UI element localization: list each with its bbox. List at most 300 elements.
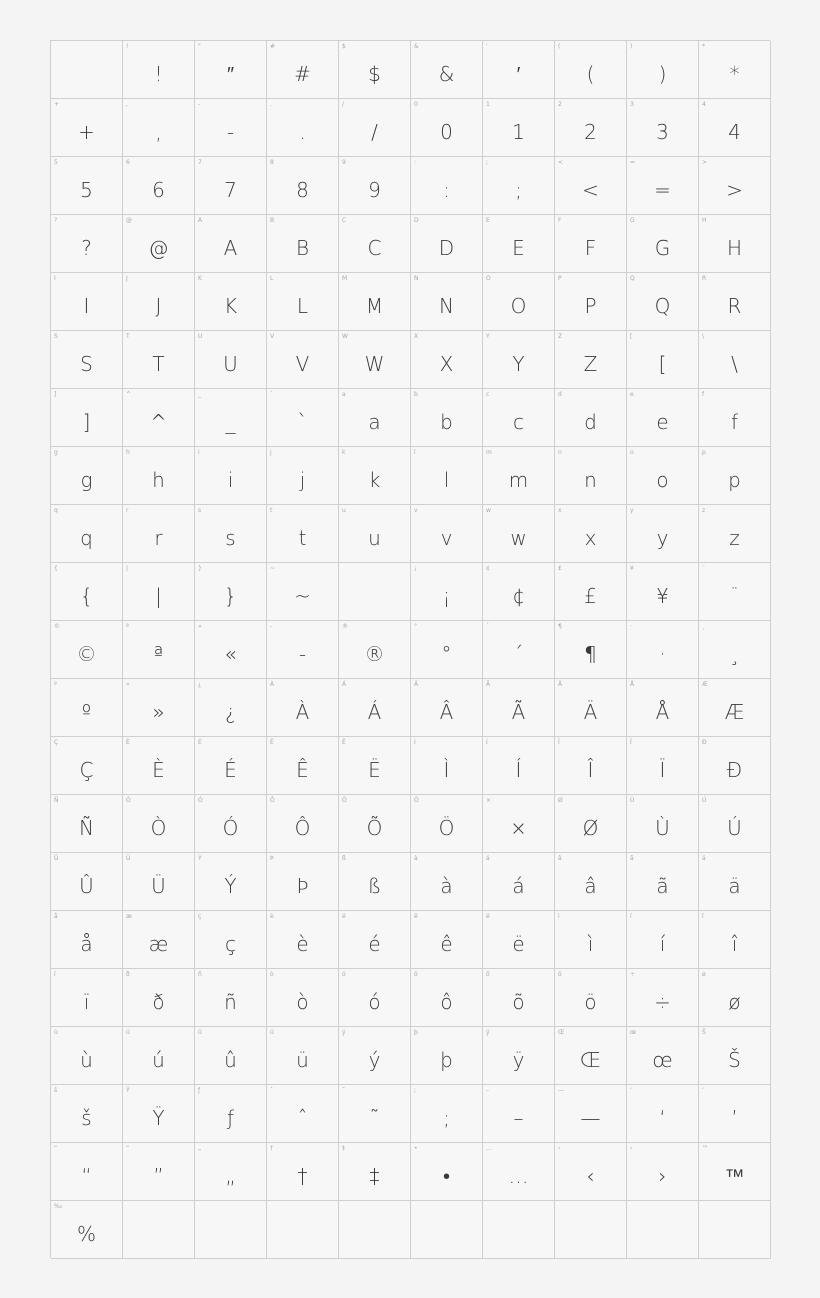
glyph-cell <box>627 273 699 331</box>
glyph-sample: X <box>439 352 454 376</box>
glyph-cell <box>411 679 483 737</box>
glyph-cell <box>123 563 195 621</box>
glyph-cell <box>699 273 771 331</box>
glyph-code-label: J <box>126 275 128 282</box>
glyph-sample: \ <box>731 352 738 376</box>
glyph-code-label: - <box>270 623 273 630</box>
glyph-code-label: „ <box>198 1145 202 1152</box>
glyph-sample: m <box>508 468 529 492</box>
glyph-cell <box>483 853 555 911</box>
glyph-cell <box>483 1027 555 1085</box>
glyph-code-label: K <box>198 275 202 282</box>
glyph-cell <box>195 273 267 331</box>
glyph-cell <box>123 331 195 389</box>
glyph-code-label: f <box>702 391 705 398</box>
glyph-sample: 8 <box>296 178 309 202</box>
glyph-code-label: ‘ <box>630 1087 632 1094</box>
glyph-cell <box>339 41 411 99</box>
glyph-cell <box>267 563 339 621</box>
glyph-sample: > <box>726 178 743 202</box>
glyph-code-label: æ <box>126 913 132 920</box>
glyph-cell <box>627 1027 699 1085</box>
glyph-cell <box>267 1143 339 1201</box>
glyph-sample: b <box>440 410 453 434</box>
glyph-code-label: 7 <box>198 159 202 166</box>
glyph-code-label: ™ <box>702 1145 708 1152</box>
glyph-code-label: Þ <box>270 855 274 862</box>
glyph-code-label: ù <box>54 1029 58 1036</box>
glyph-sample: ô <box>440 990 453 1014</box>
glyph-cell <box>699 1143 771 1201</box>
glyph-sample: ¡ <box>442 584 451 608</box>
glyph-sample: ð <box>152 990 165 1014</box>
glyph-sample: + <box>78 120 95 144</box>
glyph-code-label: _ <box>198 391 201 398</box>
glyph-sample: B <box>295 236 310 260</box>
glyph-sample: Ì <box>443 758 450 782</box>
glyph-code-label: ÷ <box>630 971 636 978</box>
glyph-sample: Æ <box>724 700 745 724</box>
glyph-code-label: V <box>270 333 275 340</box>
glyph-sample: E <box>512 236 525 260</box>
glyph-cell <box>195 969 267 1027</box>
glyph-code-label: Î <box>558 739 560 746</box>
glyph-code-label: 9 <box>342 159 346 166</box>
glyph-code-label: À <box>270 681 275 688</box>
glyph-sample: ! <box>154 62 163 86</box>
glyph-cell <box>627 157 699 215</box>
glyph-sample: V <box>295 352 310 376</box>
glyph-cell <box>627 969 699 1027</box>
glyph-cell <box>339 273 411 331</box>
glyph-code-label: ^ <box>126 391 132 398</box>
glyph-sample: è <box>296 932 309 956</box>
glyph-cell <box>195 1201 267 1259</box>
glyph-code-label: W <box>342 333 348 340</box>
glyph-cell <box>483 621 555 679</box>
glyph-code-label: v <box>414 507 418 514</box>
glyph-code-label: , <box>126 101 128 108</box>
glyph-sample: ï <box>83 990 90 1014</box>
glyph-code-label: h <box>126 449 130 456</box>
glyph-sample: ’ <box>731 1106 738 1130</box>
glyph-cell <box>267 505 339 563</box>
glyph-code-label: - <box>198 101 201 108</box>
glyph-sample: 0 <box>440 120 453 144</box>
glyph-cell <box>339 563 411 621</box>
glyph-cell <box>339 1085 411 1143</box>
glyph-cell <box>411 853 483 911</box>
glyph-cell <box>555 273 627 331</box>
glyph-cell <box>339 389 411 447</box>
glyph-sample: ″ <box>226 62 235 86</box>
glyph-code-label: j <box>270 449 272 456</box>
glyph-code-label: “ <box>54 1145 58 1152</box>
glyph-sample: » <box>152 700 165 724</box>
glyph-cell <box>51 911 123 969</box>
glyph-cell <box>195 563 267 621</box>
glyph-sample: À <box>295 700 310 724</box>
glyph-code-label: á <box>486 855 490 862</box>
glyph-cell <box>555 911 627 969</box>
glyph-cell <box>411 99 483 157</box>
glyph-code-label: ë <box>486 913 490 920</box>
glyph-cell <box>699 563 771 621</box>
glyph-code-label: C <box>342 217 347 224</box>
glyph-sample: 2 <box>584 120 597 144</box>
glyph-sample: L <box>296 294 309 318</box>
glyph-cell <box>51 795 123 853</box>
glyph-sample: q <box>80 526 93 550</box>
glyph-sample: Ù <box>655 816 670 840</box>
glyph-sample: ñ <box>224 990 237 1014</box>
glyph-cell <box>483 447 555 505</box>
glyph-sample: Y <box>512 352 525 376</box>
glyph-sample: £ <box>584 584 597 608</box>
glyph-sample: Œ <box>579 1048 602 1072</box>
glyph-code-label: 3 <box>630 101 634 108</box>
glyph-sample: õ <box>512 990 525 1014</box>
glyph-cell <box>411 273 483 331</box>
glyph-cell <box>483 737 555 795</box>
glyph-code-label: l <box>414 449 416 456</box>
glyph-sample: ý <box>368 1048 381 1072</box>
glyph-code-label: S <box>54 333 58 340</box>
glyph-sample: 5 <box>80 178 93 202</box>
glyph-cell <box>339 157 411 215</box>
glyph-code-label: ` <box>270 391 273 398</box>
glyph-sample: [ <box>658 352 667 376</box>
glyph-cell <box>411 969 483 1027</box>
glyph-cell <box>195 795 267 853</box>
glyph-cell <box>483 99 555 157</box>
glyph-sample: A <box>223 236 238 260</box>
glyph-sample: d <box>584 410 597 434</box>
glyph-code-label: E <box>486 217 490 224</box>
glyph-sample: ¿ <box>225 700 236 724</box>
glyph-code-label: Ñ <box>54 797 59 804</box>
glyph-code-label: g <box>54 449 58 456</box>
glyph-sample: r <box>154 526 163 550</box>
glyph-cell <box>339 911 411 969</box>
glyph-cell <box>627 679 699 737</box>
glyph-sample: å <box>80 932 93 956</box>
glyph-sample: È <box>152 758 165 782</box>
glyph-cell <box>699 795 771 853</box>
glyph-code-label: Ê <box>270 739 274 746</box>
glyph-code-label: } <box>198 565 202 572</box>
glyph-cell <box>51 215 123 273</box>
glyph-sample: É <box>224 758 237 782</box>
glyph-sample: á <box>512 874 525 898</box>
glyph-cell <box>123 679 195 737</box>
glyph-cell <box>51 505 123 563</box>
glyph-cell <box>195 215 267 273</box>
glyph-code-label: Å <box>630 681 635 688</box>
glyph-cell <box>123 853 195 911</box>
glyph-code-label: : <box>414 159 417 166</box>
glyph-sample: ` <box>297 410 308 434</box>
glyph-sample: v <box>440 526 453 550</box>
glyph-cell <box>699 389 771 447</box>
glyph-code-label: ˆ <box>270 1087 273 1094</box>
glyph-sample: Ø <box>582 816 599 840</box>
glyph-cell <box>411 911 483 969</box>
glyph-cell <box>267 795 339 853</box>
glyph-cell <box>411 1027 483 1085</box>
glyph-code-label: » <box>126 681 130 688</box>
glyph-cell <box>51 389 123 447</box>
glyph-sample: T <box>152 352 165 376</box>
glyph-code-label: ; <box>414 1087 417 1094</box>
glyph-code-label: ” <box>126 1145 130 1152</box>
glyph-code-label: Ø <box>558 797 563 804</box>
glyph-code-label: … <box>486 1145 492 1152</box>
glyph-cell <box>411 1201 483 1259</box>
glyph-code-label: A <box>198 217 203 224</box>
glyph-sample: ç <box>225 932 236 956</box>
glyph-sample: e <box>656 410 669 434</box>
glyph-cell <box>555 621 627 679</box>
glyph-cell <box>627 1143 699 1201</box>
glyph-code-label: X <box>414 333 419 340</box>
glyph-cell <box>267 273 339 331</box>
glyph-sample: ü <box>296 1048 309 1072</box>
glyph-cell <box>339 969 411 1027</box>
glyph-sample: s <box>225 526 236 550</box>
glyph-cell <box>483 1143 555 1201</box>
glyph-cell <box>123 1085 195 1143</box>
glyph-sample: ^ <box>150 410 167 434</box>
glyph-sample: ¶ <box>584 642 597 666</box>
glyph-sample: _ <box>225 410 236 434</box>
glyph-sample: ù <box>80 1048 93 1072</box>
glyph-cell <box>483 795 555 853</box>
glyph-code-label: Ï <box>630 739 632 746</box>
glyph-cell <box>339 853 411 911</box>
glyph-sample: š <box>81 1106 92 1130</box>
glyph-code-label: x <box>558 507 562 514</box>
glyph-cell <box>411 1143 483 1201</box>
glyph-cell <box>411 563 483 621</box>
glyph-code-label: ø <box>702 971 706 978</box>
glyph-sample: ê <box>440 932 453 956</box>
glyph-sample: Þ <box>296 874 309 898</box>
glyph-sample: D <box>438 236 455 260</box>
glyph-sample: ( <box>586 62 595 86</box>
glyph-code-label: é <box>342 913 346 920</box>
glyph-cell <box>195 99 267 157</box>
glyph-code-label: H <box>702 217 707 224</box>
glyph-sample: à <box>440 874 453 898</box>
glyph-sample: ′ <box>516 62 521 86</box>
glyph-sample: Ö <box>438 816 455 840</box>
glyph-code-label: ò <box>270 971 274 978</box>
glyph-code-label: m <box>486 449 492 456</box>
glyph-cell <box>555 505 627 563</box>
glyph-cell <box>339 447 411 505</box>
glyph-code-label: U <box>198 333 203 340</box>
glyph-sample: œ <box>652 1048 673 1072</box>
glyph-sample: 1 <box>512 120 525 144</box>
glyph-code-label: " <box>198 43 201 50</box>
glyph-sample: ¥ <box>656 584 669 608</box>
glyph-cell <box>555 795 627 853</box>
glyph-sample: w <box>510 526 527 550</box>
glyph-sample: 6 <box>152 178 165 202</box>
glyph-sample: n <box>584 468 597 492</box>
glyph-code-label: Í <box>486 739 488 746</box>
glyph-cell <box>51 99 123 157</box>
glyph-sample: ˆ <box>297 1106 308 1130</box>
glyph-code-label: Ò <box>126 797 131 804</box>
glyph-code-label: c <box>486 391 490 398</box>
glyph-sample: = <box>654 178 671 202</box>
glyph-code-label: õ <box>486 971 490 978</box>
glyph-cell <box>699 737 771 795</box>
glyph-cell <box>627 621 699 679</box>
glyph-cell <box>51 1143 123 1201</box>
glyph-code-label: 1 <box>486 101 490 108</box>
glyph-sample: Ï <box>659 758 666 782</box>
glyph-cell <box>411 157 483 215</box>
glyph-cell <box>411 505 483 563</box>
glyph-code-label: â <box>558 855 562 862</box>
glyph-cell <box>339 1027 411 1085</box>
glyph-sample: M <box>365 294 384 318</box>
glyph-cell <box>627 795 699 853</box>
glyph-code-label: y <box>630 507 634 514</box>
glyph-sample: k <box>368 468 381 492</box>
glyph-cell <box>339 621 411 679</box>
glyph-sample: “ <box>81 1164 92 1188</box>
glyph-sample: ~ <box>294 584 311 608</box>
glyph-code-label: L <box>270 275 274 282</box>
glyph-cell <box>195 679 267 737</box>
glyph-sample: 7 <box>224 178 237 202</box>
glyph-code-label: « <box>198 623 202 630</box>
glyph-sample: û <box>224 1048 237 1072</box>
glyph-code-label: ¨ <box>702 565 705 572</box>
glyph-sample: N <box>439 294 454 318</box>
glyph-cell <box>699 41 771 99</box>
glyph-sample: ÿ <box>512 1048 525 1072</box>
glyph-cell <box>699 969 771 1027</box>
glyph-code-label: O <box>486 275 491 282</box>
glyph-sample: • <box>442 1164 450 1188</box>
glyph-code-label: Œ <box>558 1029 565 1036</box>
glyph-sample: p <box>728 468 741 492</box>
glyph-cell <box>555 853 627 911</box>
glyph-cell <box>123 447 195 505</box>
glyph-code-label: Ö <box>414 797 419 804</box>
glyph-sample: & <box>438 62 455 86</box>
glyph-code-label: o <box>630 449 634 456</box>
glyph-sample: Ë <box>368 758 381 782</box>
glyph-code-label: ¥ <box>630 565 634 572</box>
glyph-code-label: & <box>414 43 419 50</box>
glyph-cell <box>195 737 267 795</box>
glyph-cell <box>555 41 627 99</box>
glyph-sample: î <box>731 932 738 956</box>
glyph-cell <box>267 99 339 157</box>
glyph-cell <box>411 41 483 99</box>
glyph-code-label: = <box>630 159 636 166</box>
glyph-code-label: Ó <box>198 797 203 804</box>
glyph-cell <box>483 911 555 969</box>
glyph-cell <box>267 215 339 273</box>
glyph-cell <box>483 331 555 389</box>
glyph-code-label: ˜ <box>342 1087 345 1094</box>
glyph-code-label: Õ <box>342 797 347 804</box>
glyph-code-label: £ <box>558 565 562 572</box>
glyph-sample: ; <box>515 178 522 202</box>
glyph-sample: O <box>510 294 527 318</box>
glyph-sample: ã <box>656 874 669 898</box>
glyph-code-label: B <box>270 217 275 224</box>
glyph-code-label: + <box>54 101 60 108</box>
glyph-code-label: è <box>270 913 274 920</box>
glyph-code-label: p <box>702 449 706 456</box>
glyph-sample: Ÿ <box>152 1106 165 1130</box>
glyph-code-label: ñ <box>198 971 202 978</box>
glyph-code-label: ô <box>414 971 418 978</box>
glyph-sample: Ý <box>224 874 237 898</box>
glyph-sample: â <box>584 874 597 898</box>
glyph-code-label: ‰ <box>54 1203 63 1210</box>
glyph-code-label: · <box>630 623 632 630</box>
glyph-code-label: Ç <box>54 739 59 746</box>
glyph-code-label: © <box>54 623 60 630</box>
glyph-code-label: Ú <box>702 797 707 804</box>
glyph-code-label: ¢ <box>486 565 490 572</box>
glyph-code-label: Á <box>342 681 347 688</box>
glyph-cell <box>627 563 699 621</box>
glyph-sample: ; <box>443 1106 450 1130</box>
glyph-code-label: ú <box>126 1029 130 1036</box>
glyph-sample: Å <box>655 700 670 724</box>
glyph-sample: ¢ <box>512 584 525 608</box>
glyph-cell <box>123 969 195 1027</box>
glyph-sample: · <box>659 642 666 666</box>
glyph-cell <box>123 621 195 679</box>
glyph-code-label: z <box>702 507 706 514</box>
glyph-cell <box>195 41 267 99</box>
glyph-code-label: ; <box>486 159 489 166</box>
glyph-sample: © <box>76 642 97 666</box>
glyph-cell <box>699 1201 771 1259</box>
glyph-cell <box>51 1085 123 1143</box>
glyph-code-label: × <box>486 797 492 804</box>
glyph-sample: † <box>297 1164 308 1188</box>
glyph-code-label: Z <box>558 333 563 340</box>
glyph-code-label: N <box>414 275 419 282</box>
glyph-sample: o <box>656 468 669 492</box>
glyph-code-label: ‡ <box>342 1145 345 1152</box>
glyph-sample: ó <box>368 990 381 1014</box>
glyph-cell <box>483 215 555 273</box>
glyph-sample: { <box>80 584 93 608</box>
glyph-sample: „ <box>225 1164 236 1188</box>
glyph-cell <box>195 389 267 447</box>
glyph-sample: < <box>582 178 599 202</box>
glyph-code-label: ã <box>630 855 634 862</box>
glyph-sample: ™ <box>724 1164 745 1188</box>
glyph-code-label: [ <box>630 333 633 340</box>
glyph-cell <box>339 215 411 273</box>
glyph-cell <box>627 331 699 389</box>
glyph-cell <box>195 1085 267 1143</box>
